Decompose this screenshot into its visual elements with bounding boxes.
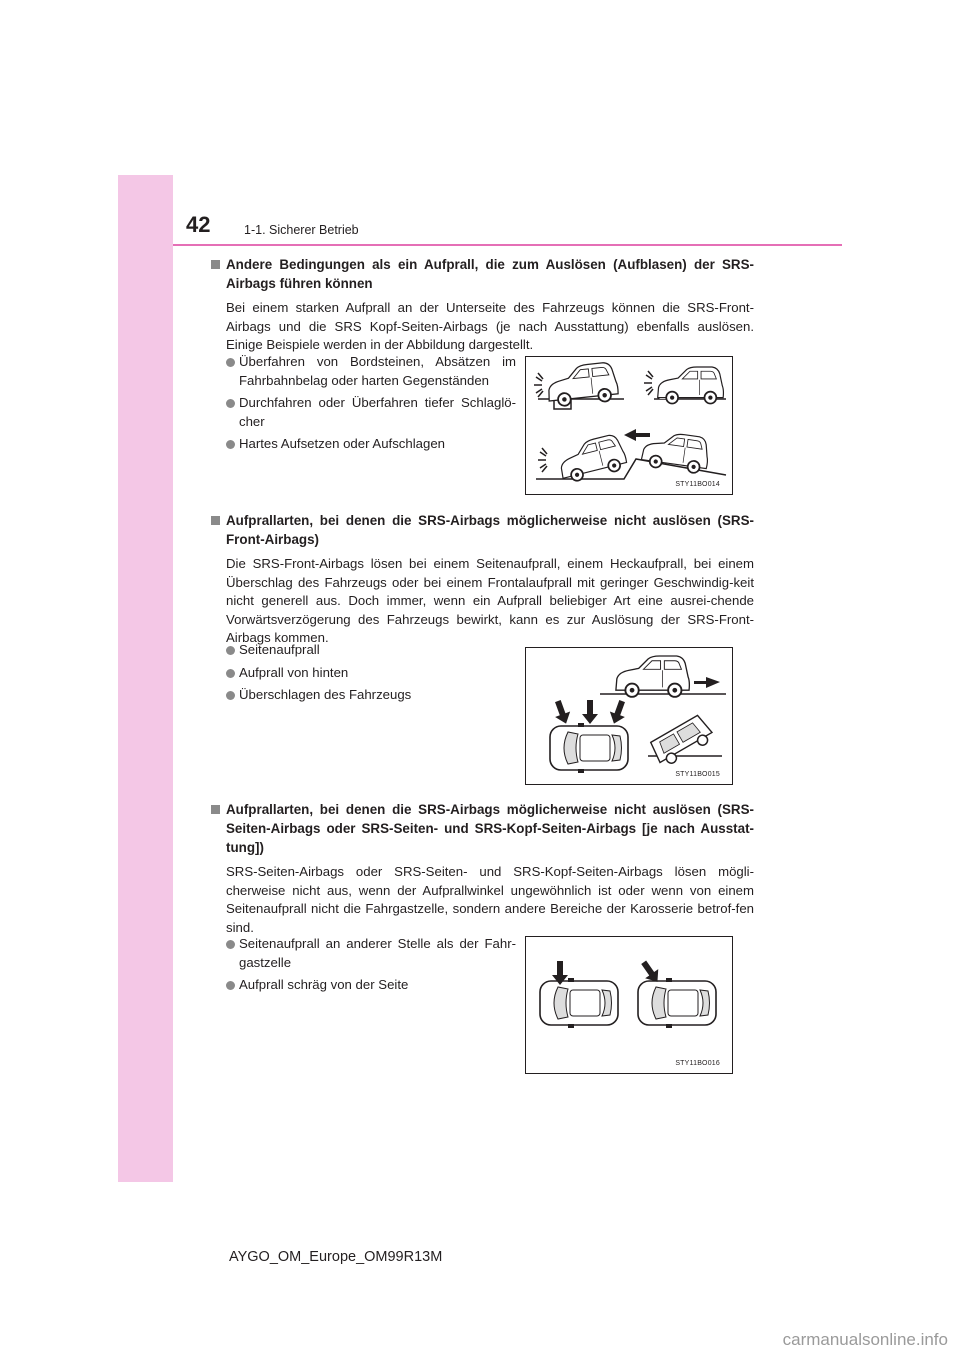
bullet-text: Überschlagen des Fahrzeugs — [239, 687, 412, 703]
bullet-dot-icon — [226, 440, 235, 449]
bullet-dot-icon — [226, 691, 235, 700]
side-strip — [118, 175, 173, 1182]
section-heading — [210, 800, 754, 857]
bullet-item — [226, 686, 516, 705]
section-body: Die SRS-Front-Airbags lösen bei einem Seitenaufprall, einem Heckaufprall, bei einem Überschlag des Fahrzeugs oder bei einem Frontalaufprall mit geringer Geschwindig-keit nicht generell aus. Doch immer, wenn ein Aufprall beliebiger Art eine ausrei-chende Vorwärtsverzögerung des Fahrzeugs bewirkt, kann es zur Auslösung der SRS-Front-Airbags kommen. — [226, 556, 754, 646]
figure-code: STY11BO015 — [675, 771, 720, 778]
bullet-item — [226, 435, 516, 454]
square-bullet-icon — [211, 805, 220, 814]
bullet-item — [226, 641, 516, 660]
figure-non-deploy-impacts — [525, 647, 733, 785]
figure-underbody-impacts — [525, 356, 733, 495]
bullet-dot-icon — [226, 669, 235, 678]
bullet-dot-icon — [226, 981, 235, 990]
section-body: Bei einem starken Aufprall an der Unterseite des Fahrzeugs können die SRS-Front-Airbags und die SRS Kopf-Seiten-Airbags (je nach Ausstattung) ebenfalls auslösen. Einige Beispiele werden in der Abbildung dargestellt. — [226, 300, 754, 353]
bullet-text: Hartes Aufsetzen oder Aufschlagen — [239, 436, 446, 452]
section-heading — [210, 255, 754, 293]
bullet-text: Seitenaufprall an anderer Stelle als der Fahr-gastzelle — [239, 936, 516, 970]
figure-side-angle-impacts — [525, 936, 733, 1074]
section-heading-text: Andere Bedingungen als ein Aufprall, die zum Auslösen (Aufblasen) der SRS-Airbags führen können — [226, 257, 754, 291]
bullet-text: Durchfahren oder Überfahren tiefer Schlaglö-cher — [239, 395, 516, 429]
square-bullet-icon — [211, 260, 220, 269]
bullet-text: Aufprall von hinten — [239, 664, 349, 680]
illustration-non-deploy-impacts — [526, 648, 732, 784]
page-number: 42 — [186, 212, 211, 237]
bullet-text: Seitenaufprall — [239, 642, 320, 657]
footer-document-code: AYGO_OM_Europe_OM99R13M — [229, 1249, 443, 1265]
bullet-dot-icon — [226, 399, 235, 408]
bullet-item — [226, 935, 516, 972]
bullet-list-3 — [226, 935, 516, 999]
section-heading — [210, 511, 754, 549]
section-heading-text: Aufprallarten, bei denen die SRS-Airbags möglicherweise nicht auslösen (SRS-Seiten-Airbags oder SRS-Seiten- und SRS-Kopf-Seiten-Airbags [je nach Ausstat-tung]) — [226, 802, 754, 855]
section-2 — [210, 511, 754, 648]
bullet-dot-icon — [226, 940, 235, 949]
bullet-item — [226, 664, 516, 683]
bullet-text: Überfahren von Bordsteinen, Absätzen im Fahrbahnbelag oder harten Gegenständen — [239, 354, 516, 388]
illustration-side-angle-impacts — [526, 937, 732, 1073]
bullet-text: Aufprall schräg von der Seite — [239, 977, 409, 993]
bullet-dot-icon — [226, 358, 235, 367]
bullet-item — [226, 353, 516, 390]
bullet-list-2 — [226, 641, 516, 709]
figure-code: STY11BO016 — [675, 1060, 720, 1067]
figure-code: STY11BO014 — [675, 481, 720, 488]
bullet-list-1 — [226, 353, 516, 458]
watermark: carmanualsonline.info — [782, 1330, 948, 1349]
section-title: 1-1. Sicherer Betrieb — [244, 223, 359, 237]
section-1 — [210, 255, 754, 355]
bullet-dot-icon — [226, 646, 235, 655]
section-heading-text: Aufprallarten, bei denen die SRS-Airbags möglicherweise nicht auslösen (SRS-Front-Airbags) — [226, 513, 754, 547]
header-rule — [173, 244, 842, 246]
section-3 — [210, 800, 754, 937]
section-body: SRS-Seiten-Airbags oder SRS-Seiten- und SRS-Kopf-Seiten-Airbags lösen mögli-cherweise nicht aus, wenn der Aufprallwinkel ungewöhnlich ist oder wenn von einem Seitenaufprall nicht die Fahrgastzelle, sondern andere Bereiche der Karosserie betrof-fen sind. — [226, 864, 754, 935]
square-bullet-icon — [211, 516, 220, 525]
bullet-item — [226, 394, 516, 431]
illustration-underbody-impacts — [526, 357, 732, 494]
bullet-item — [226, 976, 516, 995]
